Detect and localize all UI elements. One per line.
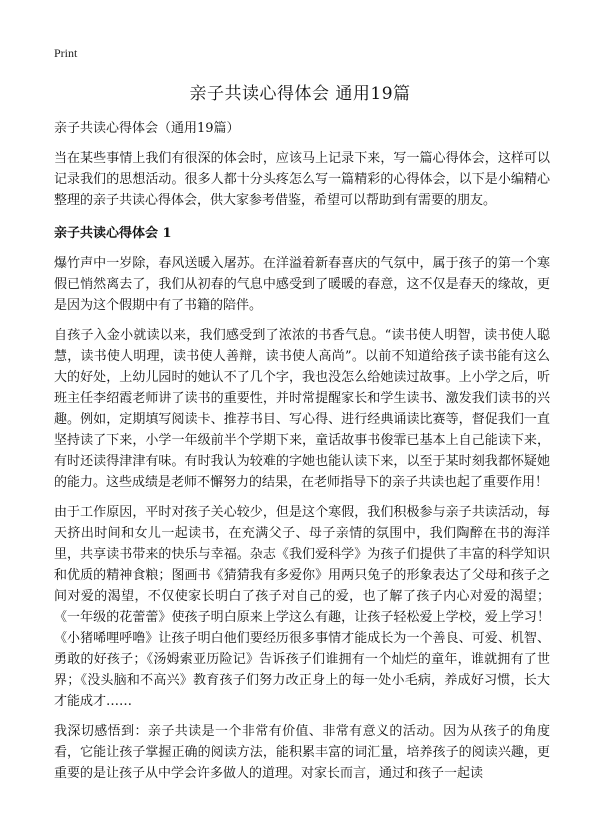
document-body — [54, 119, 550, 793]
body-paragraph: 爆竹声中一岁除，春风送暖入屠苏。在洋溢着新春喜庆的气氛中，属于孩子的第一个寒假已悄然离去了，我们从初春的气息中感受到了暖暖的春意，这不仅是春天的缘故，更是因为这个假期中有了书籍的陪伴。 — [54, 256, 550, 313]
document-title: 亲子共读心得体会 通用19篇 — [189, 84, 411, 104]
print-label: Print — [54, 46, 78, 60]
document-subtitle: 亲子共读心得体会（通用19篇） — [54, 121, 240, 136]
section-heading: 亲子共读心得体会 1 — [54, 226, 172, 241]
body-paragraph: 自孩子入金小就读以来，我们感受到了浓浓的书香气息。“读书使人明智，读书使人聪慧，读书使人明理，读书使人善辩，读书使人高尚”。以前不知道给孩子读书能有这么大的好处，上幼儿园时的她认不了几个字，我也没怎么给她读过故事。上小学之后，听班主任李绍霞老师讲了读书的重要性，并时常提醒家长和学生读书、激发我们读书的兴趣。例如，定期填写阅读卡、推荐书目、写心得、进行经典诵读比赛等，督促我们一直坚持读了下来，小学一年级前半个学期下来，童话故事书俊霏已基本上自己能读下来，有时还读得津津有味。有时我认为较难的字她也能认读下来，以至于某时刻我都怀疑她的能力。这些成绩是老师不懈努力的结果，在老师指导下的亲子共读也起了重要作用！ — [54, 328, 550, 490]
intro-paragraph: 当在某些事情上我们有很深的体会时，应该马上记录下来，写一篇心得体会，这样可以记录我们的思想活动。很多人都十分头疼怎么写一篇精彩的心得体会，以下是小编精心整理的亲子共读心得体会，供大家参考借鉴，希望可以帮助到有需要的朋友。 — [54, 151, 550, 208]
body-paragraph: 由于工作原因，平时对孩子关心较少，但是这个寒假，我们积极参与亲子共读活动，每天挤出时间和女儿一起读书，在充满父子、母子亲情的氛围中，我们陶醉在书的海洋里，共享读书带来的快乐与幸福。杂志《我们爱科学》为孩子们提供了丰富的科学知识和优质的精神食粮；图画书《猜猜我有多爱你》用两只兔子的形象表达了父母和孩子之间对爱的渴望，不仅使家长明白了孩子对自己的爱，也了解了孩子内心对爱的渴望；《一年级的花蕾蕾》使孩子明白原来上学这么有趣，让孩子轻松爱上学校，爱上学习！《小猪唏哩呼噜》让孩子明白他们要经历很多事情才能成长为一个善良、可爱、机智、勇敢的好孩子；《汤姆索亚历险记》告诉孩子们谁拥有一个灿烂的童年，谁就拥有了世界；《没头脑和不高兴》教育孩子们努力改正身上的每一处小毛病，养成好习惯，长大才能成才…… — [54, 505, 550, 709]
body-paragraph: 我深切感悟到：亲子共读是一个非常有价值、非常有意义的活动。因为从孩子的角度看，它能让孩子掌握正确的阅读方法，能积累丰富的词汇量，培养孩子的阅读兴趣，更重要的是让孩子从中学会许多做人的道理。对家长而言，通过和孩子一起读 — [54, 724, 550, 781]
